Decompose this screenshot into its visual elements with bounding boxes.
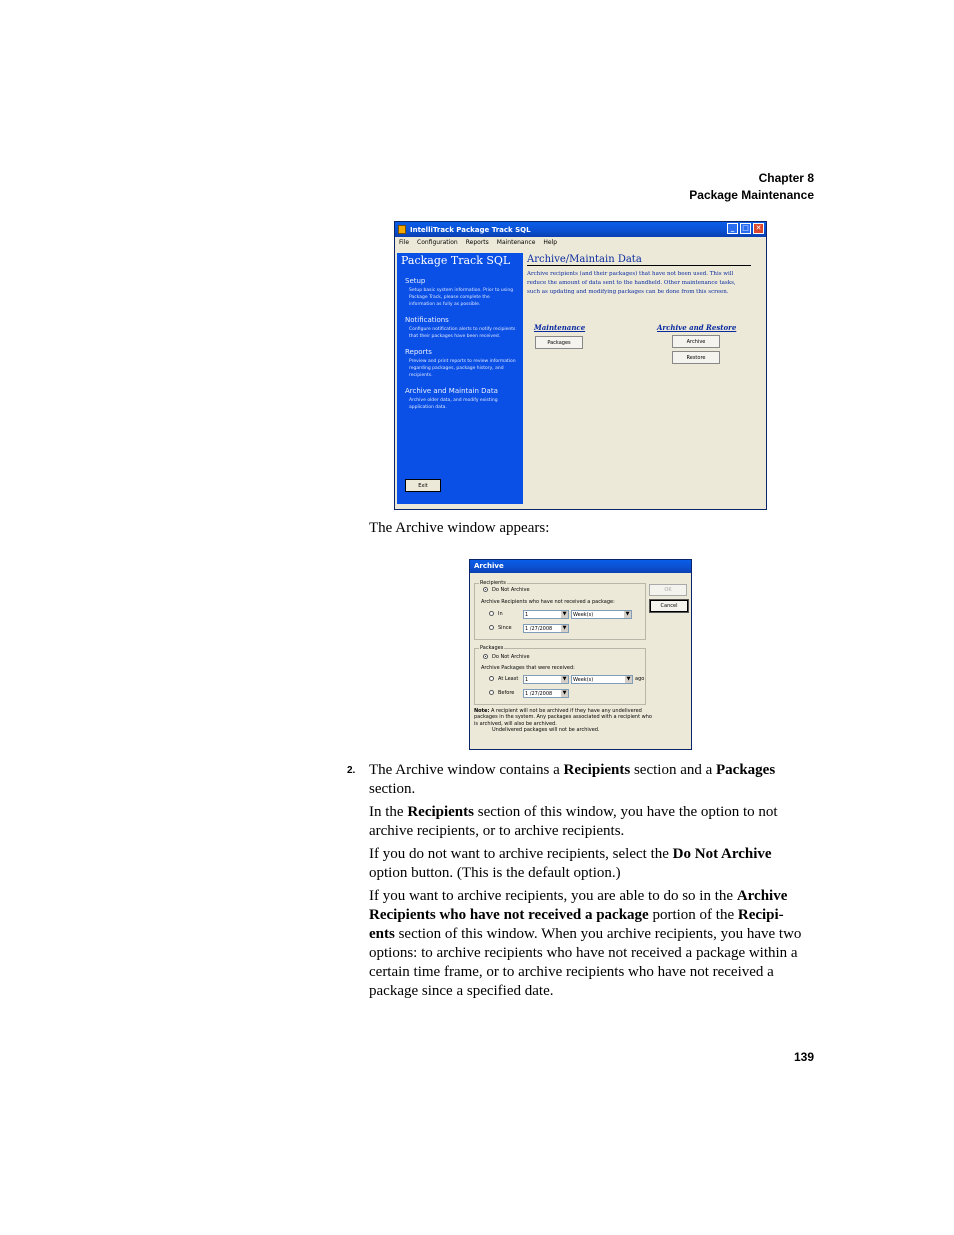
recipients-do-not-archive-label: Do Not Archive xyxy=(492,587,530,593)
recipients-group xyxy=(474,580,646,640)
close-icon[interactable]: ✕ xyxy=(753,223,764,234)
archive-dialog-screenshot xyxy=(469,559,692,750)
packages-atleast-label: At Least xyxy=(498,676,519,682)
recipients-in-unit[interactable] xyxy=(571,610,632,619)
bold-text: Recipients xyxy=(407,804,474,820)
sidebar-desc-reports: Preview and print reports to review information regarding packages, package history, and recipients. xyxy=(409,359,516,378)
archive-button[interactable]: Archive xyxy=(672,335,720,348)
minimize-icon[interactable]: _ xyxy=(727,223,738,234)
bold-text: Packages xyxy=(716,762,776,778)
maintenance-header: Maintenance xyxy=(534,323,586,332)
dropdown-arrow-icon: ▼ xyxy=(562,690,567,696)
menu-file[interactable]: File xyxy=(399,239,410,246)
step-paragraph-4 xyxy=(369,887,809,1001)
panel-title: Archive/Maintain Data xyxy=(527,254,751,266)
recipients-do-not-archive-option[interactable] xyxy=(483,587,530,593)
restore-button[interactable]: Restore xyxy=(672,351,720,364)
note-label: Note: xyxy=(474,708,490,714)
recipients-since-label: Since xyxy=(498,625,512,631)
step-number: 2. xyxy=(347,765,356,776)
radio-selected-icon xyxy=(483,587,488,592)
sidebar-item-reports[interactable]: Reports xyxy=(405,348,432,356)
menu-reports[interactable]: Reports xyxy=(465,239,489,246)
text: The Archive window contains a xyxy=(369,762,564,778)
window-title: IntelliTrack Package Track SQL xyxy=(410,225,531,234)
maximize-icon[interactable]: □ xyxy=(740,223,751,234)
dropdown-arrow-icon: ▼ xyxy=(562,676,567,682)
section-label: Package Maintenance xyxy=(689,188,814,202)
recipients-since-option[interactable] xyxy=(489,625,512,631)
text: If you want to archive recipients, you are able to do so in the xyxy=(369,888,737,904)
radio-icon xyxy=(489,611,494,616)
note-text-2: Undelivered packages will not be archived. xyxy=(492,727,600,734)
recipients-in-option[interactable] xyxy=(489,611,503,617)
packages-before-option[interactable] xyxy=(489,690,514,696)
dialog-title: Archive xyxy=(470,560,691,573)
note-text: A recipient will not be archived if they have any undelivered packages in the system. Any packages associated with a recipient who is archived, will also be archived. xyxy=(474,708,652,727)
recipients-in-unit-value: Week(s) xyxy=(573,612,594,618)
radio-icon xyxy=(489,676,494,681)
packages-atleast-unit-value: Week(s) xyxy=(573,677,594,683)
recipients-archive-label: Archive Recipients who have not received a package: xyxy=(481,599,615,605)
packages-do-not-archive-label: Do Not Archive xyxy=(492,654,530,660)
step-paragraph-2 xyxy=(369,803,809,841)
page-number: 139 xyxy=(793,1050,814,1064)
packages-atleast-option[interactable] xyxy=(489,676,518,682)
app-icon xyxy=(398,225,406,234)
dropdown-arrow-icon: ▼ xyxy=(625,611,630,617)
recipients-in-label: In xyxy=(498,611,503,617)
caption-archive-window: The Archive window appears: xyxy=(369,520,550,536)
packages-ago-label: ago xyxy=(635,676,645,682)
packages-atleast-count[interactable] xyxy=(523,675,569,684)
packages-atleast-value: 1 xyxy=(525,677,529,683)
archive-restore-header: Archive and Restore xyxy=(657,323,737,332)
packages-button[interactable]: Packages xyxy=(535,336,583,349)
sidebar-desc-archive: Archive older data, and modify existing application data. xyxy=(409,398,498,410)
packages-before-value: 1 /27/2008 xyxy=(525,691,553,697)
sidebar-item-setup[interactable]: Setup xyxy=(405,277,426,285)
radio-icon xyxy=(489,690,494,695)
step-paragraph-3 xyxy=(369,845,809,883)
step-paragraph-1 xyxy=(369,761,809,799)
main-window-screenshot xyxy=(394,221,767,510)
sidebar xyxy=(397,253,523,504)
sidebar-item-archive[interactable]: Archive and Maintain Data xyxy=(405,387,498,395)
recipients-since-date[interactable] xyxy=(523,624,569,633)
radio-selected-icon xyxy=(483,654,488,659)
sidebar-item-notifications[interactable]: Notifications xyxy=(405,316,449,324)
bold-text: Recipi-ents xyxy=(369,907,784,942)
menu-bar xyxy=(395,237,766,247)
recipients-since-value: 1 /27/2008 xyxy=(525,626,553,632)
radio-icon xyxy=(489,625,494,630)
text: portion of the xyxy=(648,907,738,923)
sidebar-desc-setup: Setup basic system information. Prior to using Package Track, please complete the information as fully as possible. xyxy=(409,288,514,307)
text: section of this window, you have the option to not archive recipients, or to archive recipients. xyxy=(369,804,778,839)
cancel-button[interactable]: Cancel xyxy=(650,600,688,612)
packages-before-date[interactable] xyxy=(523,689,569,698)
packages-archive-label: Archive Packages that were received: xyxy=(481,665,575,671)
recipients-in-value: 1 xyxy=(525,612,529,618)
chapter-label: Chapter 8 xyxy=(758,171,814,185)
title-bar xyxy=(395,222,766,237)
sidebar-desc-notifications: Configure notification alerts to notify recipients that their packages have been received. xyxy=(409,327,516,339)
recipients-in-count[interactable] xyxy=(523,610,569,619)
archive-note xyxy=(474,708,654,734)
step-body xyxy=(369,761,809,1005)
dropdown-arrow-icon: ▼ xyxy=(562,625,567,631)
bold-text: Recipients xyxy=(563,762,631,778)
recipients-group-label: Recipients xyxy=(480,580,506,586)
packages-do-not-archive-option[interactable] xyxy=(483,654,530,660)
bold-text: Do Not Archive xyxy=(672,846,772,862)
ok-button[interactable]: OK xyxy=(649,584,687,596)
text: If you do not want to archive recipients, select the xyxy=(369,846,673,862)
text: option button. (This is the default option.) xyxy=(369,865,621,881)
main-panel xyxy=(527,253,763,504)
packages-group xyxy=(474,645,646,705)
exit-button[interactable]: Exit xyxy=(405,479,441,492)
dropdown-arrow-icon: ▼ xyxy=(562,611,567,617)
packages-before-label: Before xyxy=(498,690,515,696)
panel-description: Archive recipients (and their packages) that have not been used. This will reduce the amount of data sent to the handheld. Other maintenance tasks, such as updating and modifying packages can be done from this screen. xyxy=(527,271,736,295)
menu-configuration[interactable]: Configuration xyxy=(417,239,458,246)
dropdown-arrow-icon: ▼ xyxy=(626,676,631,682)
text: section of this window. When you archive recipients, you have two options: to archive recipients who have not received a package within a certain time frame, or to archive recipients who have not received a package since a specified date. xyxy=(369,926,802,999)
text: section and a xyxy=(630,762,717,778)
text: In the xyxy=(369,804,408,820)
menu-maintenance[interactable]: Maintenance xyxy=(496,239,536,246)
bold-text: Archive Recipients who have not received a package xyxy=(369,888,788,923)
sidebar-app-title: Package Track SQL xyxy=(401,254,511,267)
packages-atleast-unit[interactable] xyxy=(571,675,633,684)
menu-help[interactable]: Help xyxy=(543,239,558,246)
packages-group-label: Packages xyxy=(480,645,504,651)
text: section. xyxy=(369,781,416,797)
